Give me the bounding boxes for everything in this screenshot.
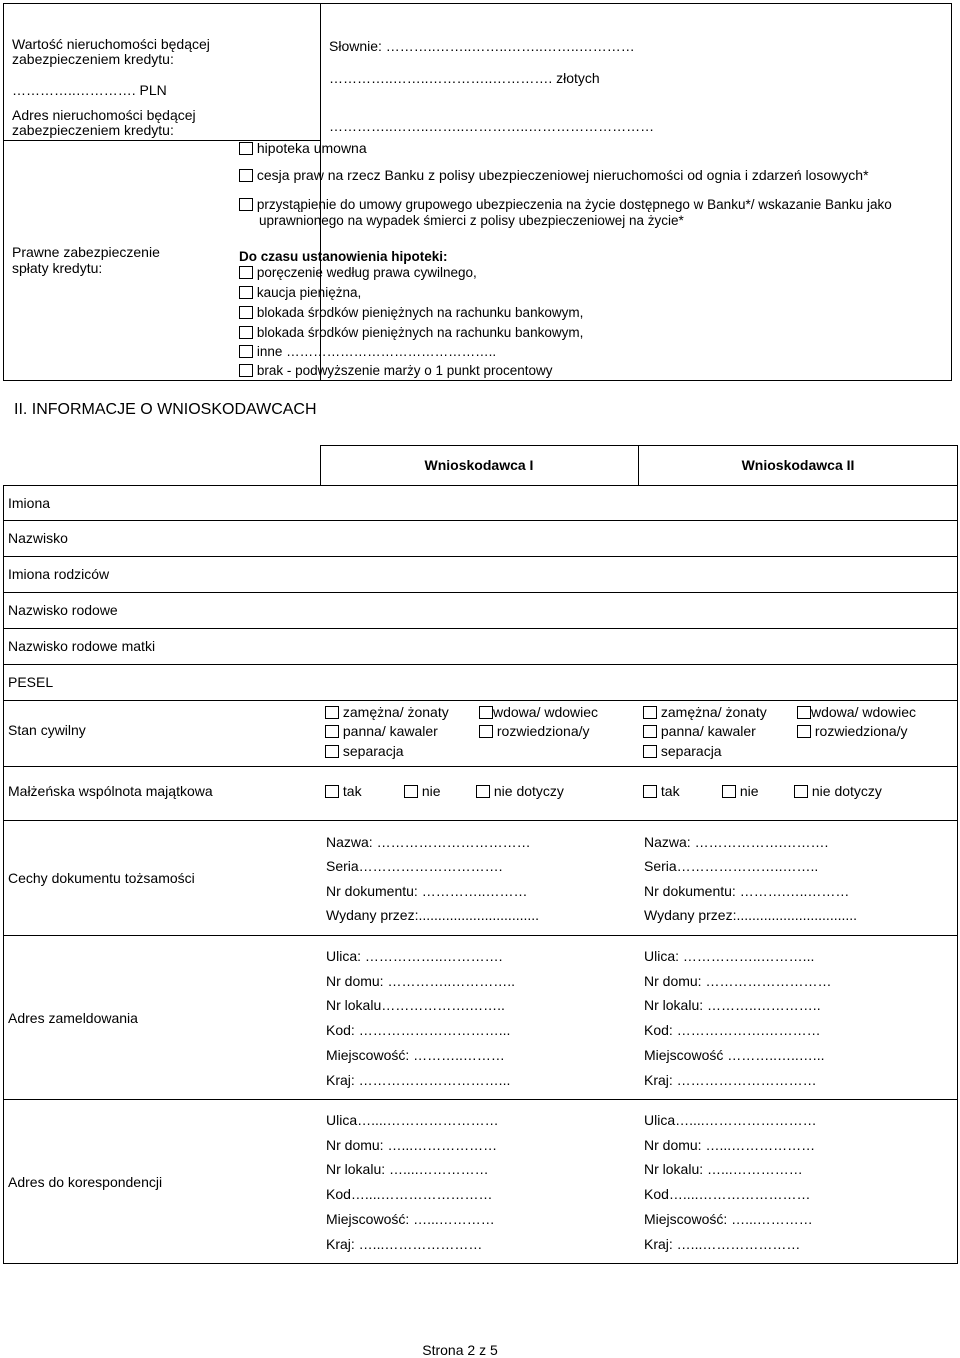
a2-marital-married[interactable]: zamężna/ żonaty	[643, 704, 767, 720]
a2-community-no[interactable]: nie	[722, 783, 759, 799]
a1-reg-flat[interactable]: Nr lokalu……………….……..	[326, 997, 505, 1013]
checkbox[interactable]	[325, 706, 339, 719]
checkbox[interactable]	[643, 706, 657, 719]
checkbox[interactable]	[643, 785, 657, 798]
security-option-mortgage[interactable]: hipoteka umowna	[239, 140, 367, 156]
interim-option-account-block-2[interactable]: blokada środków pieniężnych na rachunku bankowym,	[239, 324, 583, 340]
a1-corr-city[interactable]: Miejscowość: …...…………	[326, 1211, 495, 1227]
a1-reg-city[interactable]: Miejscowość: ………..………	[326, 1047, 505, 1063]
value-in-words-field[interactable]: Słownie: ………..……..……..……..……..…………	[329, 38, 635, 54]
a2-reg-postcode[interactable]: Kod: ……………….…………	[644, 1022, 821, 1038]
row-label-pesel: PESEL	[8, 674, 54, 690]
checkbox[interactable]	[239, 345, 253, 358]
a1-community-no[interactable]: nie	[404, 783, 441, 799]
interim-security-title: Do czasu ustanowienia hipoteki:	[239, 249, 448, 264]
a2-id-doc-number[interactable]: Nr dokumentu: ……….…..………	[644, 883, 850, 899]
checkbox[interactable]	[797, 725, 811, 738]
row-label-correspondence-address: Adres do korespondencji	[8, 1174, 163, 1190]
checkbox[interactable]	[239, 364, 253, 377]
a1-id-doc-number[interactable]: Nr dokumentu: …………..………	[326, 883, 528, 899]
checkbox[interactable]	[797, 706, 811, 719]
row-line	[3, 1099, 958, 1100]
checkbox[interactable]	[476, 785, 490, 798]
a2-marital-widowed[interactable]: wdowa/ wdowiec	[797, 704, 916, 720]
interim-option-cash-deposit[interactable]: kaucja pieniężna,	[239, 284, 361, 300]
a2-marital-divorced[interactable]: rozwiedziona/y	[797, 723, 908, 739]
security-option-life-insurance-cont: uprawnionego na wypadek śmierci z polisy ubezpieczeniowej na życie*	[259, 213, 684, 228]
a1-id-doc-issuer[interactable]: Wydany przez:...............................	[326, 907, 540, 923]
a1-id-doc-series[interactable]: Seria………………………….	[326, 858, 503, 874]
a2-marital-single[interactable]: panna/ kawaler	[643, 723, 756, 739]
checkbox[interactable]	[239, 286, 253, 299]
a1-community-na[interactable]: nie dotyczy	[476, 783, 564, 799]
a2-community-na[interactable]: nie dotyczy	[794, 783, 882, 799]
checkbox[interactable]	[404, 785, 418, 798]
a2-id-doc-issuer[interactable]: Wydany przez:...............................	[644, 907, 858, 923]
checkbox[interactable]	[239, 266, 253, 279]
a1-marital-divorced[interactable]: rozwiedziona/y	[479, 723, 590, 739]
legal-security-label: Prawne zabezpieczenie spłaty kredytu:	[12, 244, 160, 276]
checkbox[interactable]	[325, 725, 339, 738]
row-label-family-name: Nazwisko rodowe	[8, 602, 118, 618]
a2-corr-flat[interactable]: Nr lokalu: …...……………	[644, 1161, 803, 1177]
row-line	[3, 935, 958, 936]
row-label-surname: Nazwisko	[8, 530, 68, 546]
checkbox[interactable]	[325, 785, 339, 798]
applicant-1-header: Wnioskodawca I	[424, 457, 534, 473]
a2-community-yes[interactable]: tak	[643, 783, 680, 799]
a2-id-doc-name[interactable]: Nazwa: ……………….……….	[644, 834, 829, 850]
checkbox[interactable]	[239, 198, 253, 211]
a2-reg-flat[interactable]: Nr lokalu: ………..…………..	[644, 997, 821, 1013]
row-line	[3, 520, 958, 521]
checkbox[interactable]	[479, 725, 493, 738]
row-line	[3, 664, 958, 665]
a1-corr-country[interactable]: Kraj: …...…………………	[326, 1236, 483, 1252]
table-header-blank	[3, 445, 320, 485]
row-line	[3, 592, 958, 593]
header-bottom-line	[3, 485, 958, 486]
checkbox[interactable]	[239, 142, 253, 155]
a1-corr-postcode[interactable]: Kod…....……………………	[326, 1186, 493, 1202]
a1-reg-house[interactable]: Nr domu: …………..…………..	[326, 973, 516, 989]
a1-corr-house[interactable]: Nr domu: …...………………	[326, 1137, 498, 1153]
row-label-parents-names: Imiona rodziców	[8, 566, 110, 582]
row-label-community-property: Małżeńska wspólnota majątkowa	[8, 783, 213, 799]
row-label-first-names: Imiona	[8, 495, 51, 511]
property-value-label: Wartość nieruchomości będącej zabezpieczeniem kredytu:	[12, 36, 210, 67]
a2-corr-country[interactable]: Kraj: …...…………………	[644, 1236, 801, 1252]
row-label-registered-address: Adres zameldowania	[8, 1010, 138, 1026]
a2-corr-street[interactable]: Ulica…....……………………	[644, 1112, 817, 1128]
a1-marital-single[interactable]: panna/ kawaler	[325, 723, 438, 739]
a1-id-doc-name[interactable]: Nazwa: ……………………………	[326, 834, 531, 850]
property-address-field[interactable]: …………..……..……..…………..………………………	[329, 118, 655, 134]
a1-marital-widowed[interactable]: wdowa/ wdowiec	[479, 704, 598, 720]
a2-reg-city[interactable]: Miejscowość ………..…..…...	[644, 1047, 825, 1063]
a2-corr-house[interactable]: Nr domu: …...………………	[644, 1137, 816, 1153]
a2-reg-street[interactable]: Ulica: ……………..………...	[644, 948, 815, 964]
checkbox[interactable]	[643, 745, 657, 758]
checkbox[interactable]	[643, 725, 657, 738]
checkbox[interactable]	[239, 169, 253, 182]
a1-marital-separated[interactable]: separacja	[325, 743, 404, 759]
a2-corr-postcode[interactable]: Kod…....……………………	[644, 1186, 811, 1202]
row-line	[3, 628, 958, 629]
page-number: Strona 2 z 5	[422, 1342, 498, 1358]
interim-option-account-block-1[interactable]: blokada środków pieniężnych na rachunku bankowym,	[239, 304, 583, 320]
checkbox[interactable]	[239, 306, 253, 319]
security-option-insurance-assignment[interactable]: cesja praw na rzecz Banku z polisy ubezpieczeniowej nieruchomości od ognia i zdarzeń losowych*	[239, 167, 869, 183]
checkbox[interactable]	[325, 745, 339, 758]
a1-community-yes[interactable]: tak	[325, 783, 362, 799]
applicant-2-header: Wnioskodawca II	[741, 457, 855, 473]
checkbox[interactable]	[794, 785, 808, 798]
row-label-marital-status: Stan cywilny	[8, 722, 86, 738]
value-in-words-line[interactable]: …………..……..…………..…………. złotych	[329, 70, 600, 86]
a1-marital-married[interactable]: zamężna/ żonaty	[325, 704, 449, 720]
section-2-title: II. INFORMACJE O WNIOSKODAWCACH	[14, 401, 317, 418]
interim-option-guarantee[interactable]: poręczenie według prawa cywilnego,	[239, 264, 477, 280]
a1-corr-street[interactable]: Ulica…....……………………	[326, 1112, 499, 1128]
a2-marital-separated[interactable]: separacja	[643, 743, 722, 759]
property-value-field[interactable]: …………..…………. PLN	[12, 82, 167, 98]
a1-reg-street[interactable]: Ulica: ……………..………….	[326, 948, 503, 964]
property-address-label: Adres nieruchomości będącej zabezpieczeniem kredytu:	[12, 107, 196, 138]
checkbox[interactable]	[479, 706, 493, 719]
row-label-mother-family-name: Nazwisko rodowe matki	[8, 638, 156, 654]
a1-reg-country[interactable]: Kraj: …………………………...	[326, 1072, 511, 1088]
a2-corr-city[interactable]: Miejscowość: …...…………	[644, 1211, 813, 1227]
a1-reg-postcode[interactable]: Kod: …………………………...	[326, 1022, 511, 1038]
checkbox[interactable]	[722, 785, 736, 798]
a2-reg-country[interactable]: Kraj: …………………………	[644, 1072, 817, 1088]
a1-corr-flat[interactable]: Nr lokalu: …....……………	[326, 1161, 489, 1177]
a2-id-doc-series[interactable]: Seria…………………..……..	[644, 858, 819, 874]
interim-option-margin-increase[interactable]: brak - podwyższenie marży o 1 punkt procentowy	[239, 362, 553, 378]
checkbox[interactable]	[239, 326, 253, 339]
row-line	[3, 700, 958, 701]
security-option-life-insurance[interactable]: przystąpienie do umowy grupowego ubezpieczenia na życie dostępnego w Banku*/ wskazanie Banku jako	[239, 196, 892, 212]
row-line	[3, 556, 958, 557]
row-line	[3, 766, 958, 767]
row-label-id-document: Cechy dokumentu tożsamości	[8, 870, 195, 886]
a2-reg-house[interactable]: Nr domu: ………………………	[644, 973, 832, 989]
interim-option-other[interactable]: inne ………………………………………..	[239, 343, 496, 359]
row-line	[3, 820, 958, 821]
